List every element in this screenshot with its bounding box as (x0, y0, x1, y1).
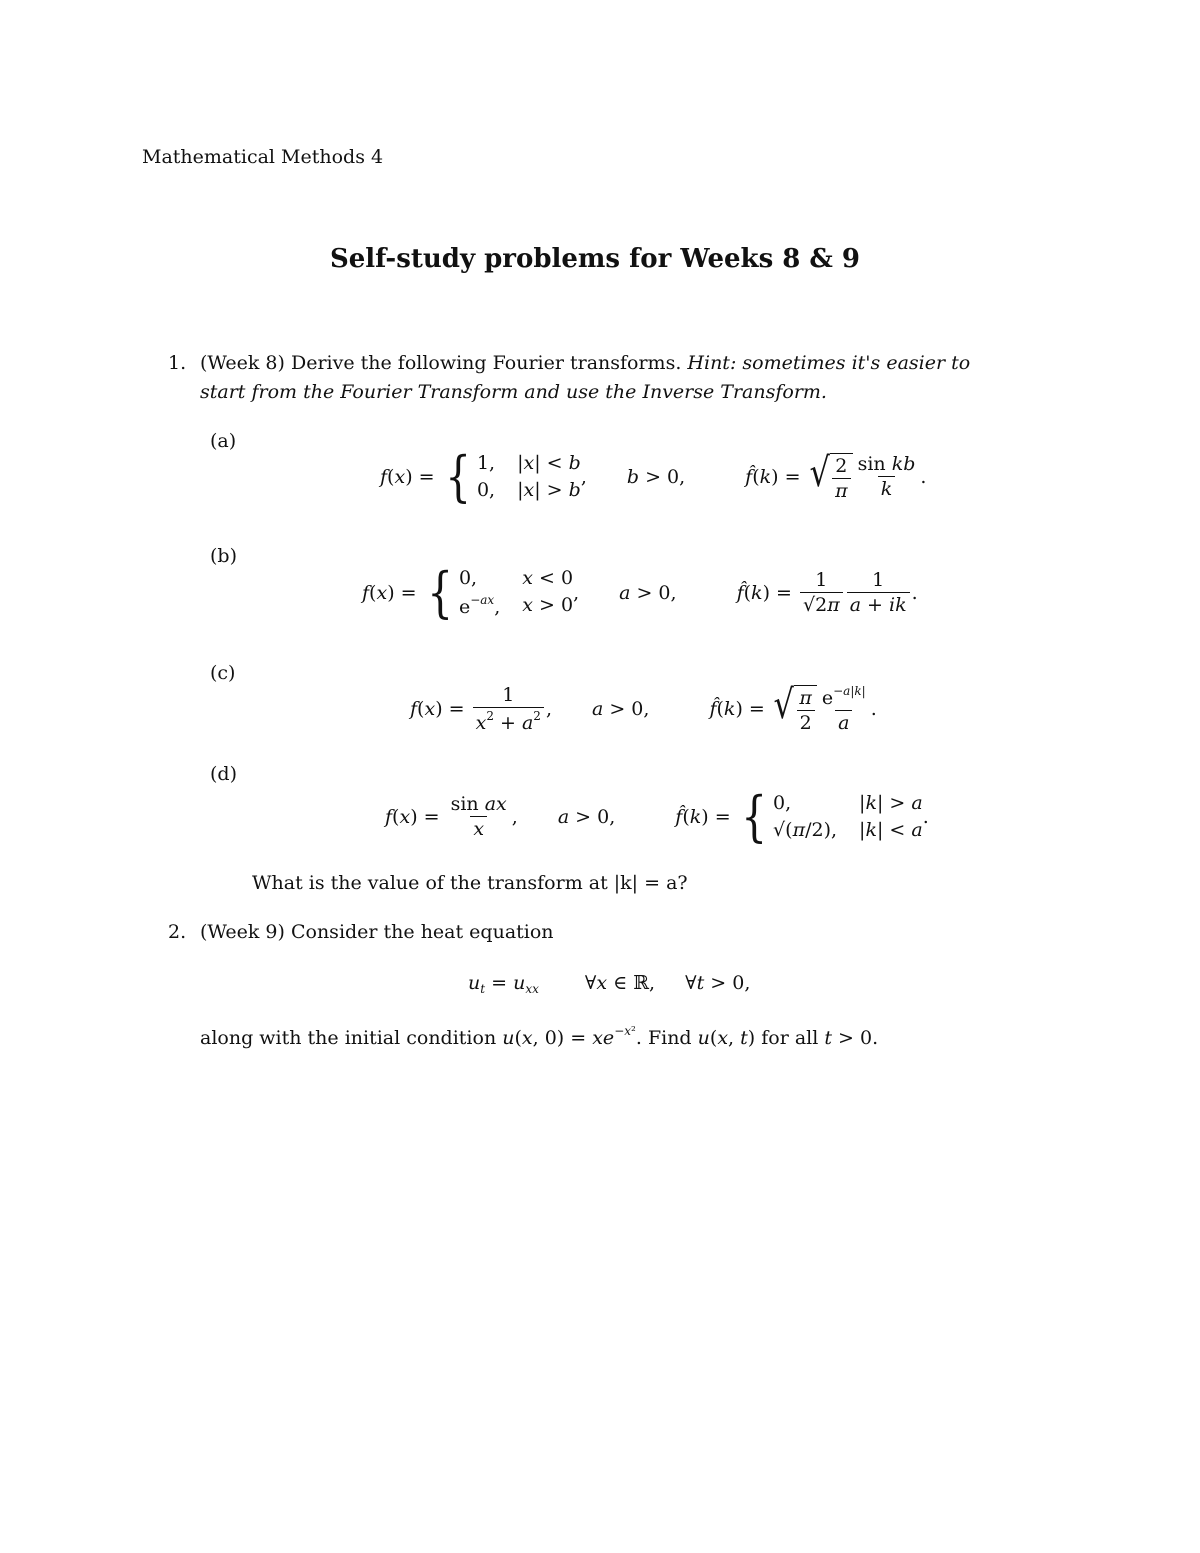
problem-1-intro-text: (Week 8) Derive the following Fourier transforms. (200, 352, 682, 374)
problem-1-hint-line2: start from the Fourier Transform and use the Inverse Transform. (200, 381, 827, 403)
part-a-label: (a) (210, 430, 237, 452)
problem-2-number: 2. (168, 921, 187, 943)
part-d-equation: f ( x ) = $\frac{\text{sin ax}}{x}$ , a > 0, f̂(k) = { 0, |k| > a √(π/2), |k| < a . (385, 785, 929, 848)
part-d-question: What is the value of the transform at |k| = a? (252, 872, 688, 894)
initial-condition-text-c: for all (761, 1027, 819, 1049)
problem-1-number: 1. (168, 352, 187, 374)
page-title: Self-study problems for Weeks 8 & 9 (329, 244, 861, 274)
initial-condition-line: along with the initial condition u(x, $0) = xe^{-x^2}$. Find u(x, t) for all t > 0. (200, 1024, 879, 1049)
part-b-label: (b) (210, 545, 237, 567)
part-c-label: (c) (210, 662, 236, 684)
part-d-label: (d) (210, 763, 237, 785)
part-b-equation: f ( x ) = { 0, x < 0 $e^{-ax}$, x > 0 , a > 0, f̂(k) = $\frac{1}{√2\pi}$ $\frac{1}{a + ik}$ . (362, 561, 918, 624)
part-c-equation: f ( x ) = $\frac{1}{x^2 + a^2}$ , a > 0, f̂(k) = √ $\frac{\pi}{2}$ $\frac{e^{-a|k|}}{a}$ . (410, 682, 877, 734)
problem-2-intro: (Week 9) Consider the heat equation (200, 921, 554, 943)
initial-condition-text-b: Find (647, 1027, 692, 1049)
initial-condition-text-a: along with the initial condition (200, 1027, 497, 1049)
course-name: Mathematical Methods 4 (142, 146, 384, 168)
problem-1-hint-line1: Hint: sometimes it's easier to (687, 352, 971, 374)
heat-equation: $u_t = u_{xx}$ ∀x ∈ ℝ, ∀t > 0, (468, 972, 751, 996)
part-a-equation: f ( x ) = { 1, |x| < b 0, |x| > b , b > 0, f̂(k) = √ $\frac{2}{\pi}$ $\frac{\text{sin kb}}{k}$ . (380, 445, 927, 508)
problem-1-intro (200, 352, 970, 374)
